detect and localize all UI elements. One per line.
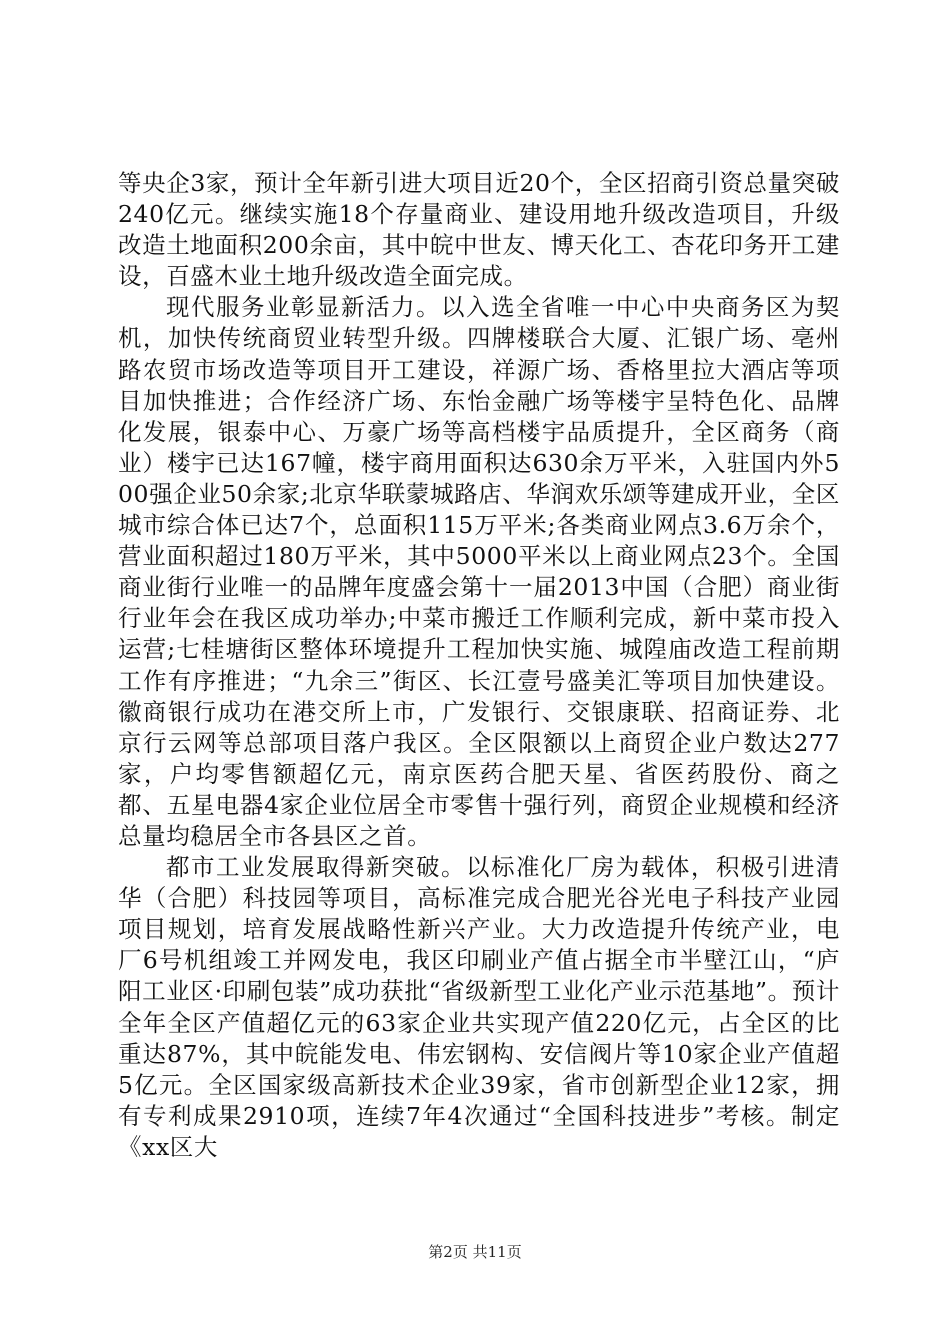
paragraph-modern-services: 现代服务业彰显新活力。以入选全省唯一中心中央商务区为契机，加快传统商贸业转型升级。四牌楼联合大厦、汇银广场、亳州路农贸市场改造等项目开工建设，祥源广场、香格里拉大酒店等项目加快推进；合作经济广场、东怡金融广场等楼宇呈特色化、品牌化发展，银泰中心、万豪广场等高档楼宇品质提升，全区商务（商业）楼宇已达167幢，楼宇商用面积达630余万平米，入驻国内外500强企业50余家;北京华联蒙城路店、华润欢乐颂等建成开业，全区城市综合体已达7个，总面积115万平米;各类商业网点3.6万余个，营业面积超过180万平米，其中5000平米以上商业网点23个。全国商业街行业唯一的品牌年度盛会第十一届2013中国（合肥）商业街行业年会在我区成功举办;中菜市搬迁工作顺利完成，新中菜市投入运营;七桂塘街区整体环境提升工程加快实施、城隍庙改造工程前期工作有序推进；“九余三”街区、长江壹号盛美汇等项目加快建设。徽商银行成功在港交所上市，广发银行、交银康联、招商证券、北京行云网等总部项目落户我区。全区限额以上商贸企业户数达277家，户均零售额超亿元，南京医药合肥天星、省医药股份、商之都、五星电器4家企业位居全市零售十强行列，商贸企业规模和经济总量均稳居全市各县区之首。	[118, 293, 840, 850]
page-number-footer: 第2页 共11页	[428, 1243, 522, 1261]
paragraph-urban-industry: 都市工业发展取得新突破。以标准化厂房为载体，积极引进清华（合肥）科技园等项目，高标准完成合肥光谷光电子科技产业园项目规划，培育发展战略性新兴产业。大力改造提升传统产业，电厂6号机组竣工并网发电，我区印刷业产值占据全市半壁江山，“庐阳工业区·印刷包装”成功获批“省级新型工业化产业示范基地”。预计全年全区产值超亿元的63家企业共实现产值220亿元，占全区的比重达87%，其中皖能发电、伟宏钢构、安信阀片等10家企业产值超5亿元。全区国家级高新技术企业39家，省市创新型企业12家，拥有专利成果2910项，连续7年4次通过“全国科技进步”考核。制定《xx区大	[118, 853, 840, 1161]
document-body	[118, 168, 840, 1163]
paragraph-continued: 等央企3家，预计全年新引进大项目近20个，全区招商引资总量突破240亿元。继续实施18个存量商业、建设用地升级改造项目，升级改造土地面积200余亩，其中皖中世友、博天化工、杏花印务开工建设，百盛木业土地升级改造全面完成。	[118, 169, 840, 291]
